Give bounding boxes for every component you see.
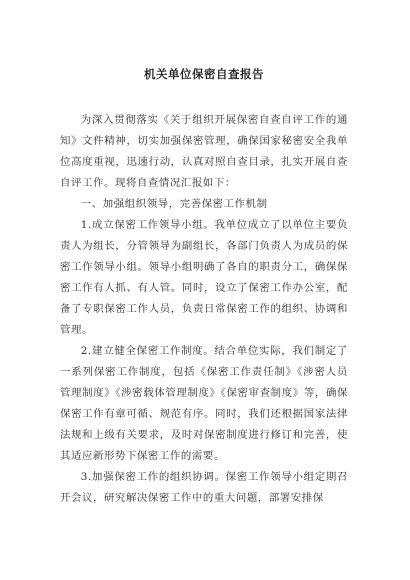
body-paragraph-3: 3.加强保密工作的组织协调。保密工作领导小组定期召开会议，研究解决保密工作中的重大问题，部署安排保	[60, 471, 348, 504]
document-body	[60, 110, 348, 509]
body-paragraph-2: 2.建立健全保密工作制度。结合单位实际，我们制定了一系列保密工作制度，包括《保密工作责任制》《涉密人员管理制度》《涉密载体管理制度》《保密审查制度》等，确保保密工作有章可循、规范有序。同时，我们还根据国家法律法规和上级有关要求，及时对保密制度进行修订和完善，使其适应新形势下保密工作的需要。	[60, 345, 348, 462]
document-title: 机关单位保密自查报告	[144, 67, 264, 81]
intro-paragraph: 为深入贯彻落实《关于组织开展保密自查自评工作的通知》文件精神，切实加强保密管理，确保国家秘密安全我单位高度重视，迅速行动，认真对照自查目录，扎实开展自查自评工作。现将自查情况汇报如下：	[60, 114, 348, 189]
section-heading: 一、加强组织领导，完善保密工作机制	[80, 198, 268, 210]
body-paragraph-1: 1.成立保密工作领导小组。我单位成立了以单位主要负责人为组长，分管领导为副组长，各部门负责人为成员的保密工作领导小组。领导小组明确了各自的职责分工，确保保密工作有人抓、有人管。同时，设立了保密工作办公室，配备了专职保密工作人员，负责日常保密工作的组织、协调和管理。	[60, 219, 348, 336]
